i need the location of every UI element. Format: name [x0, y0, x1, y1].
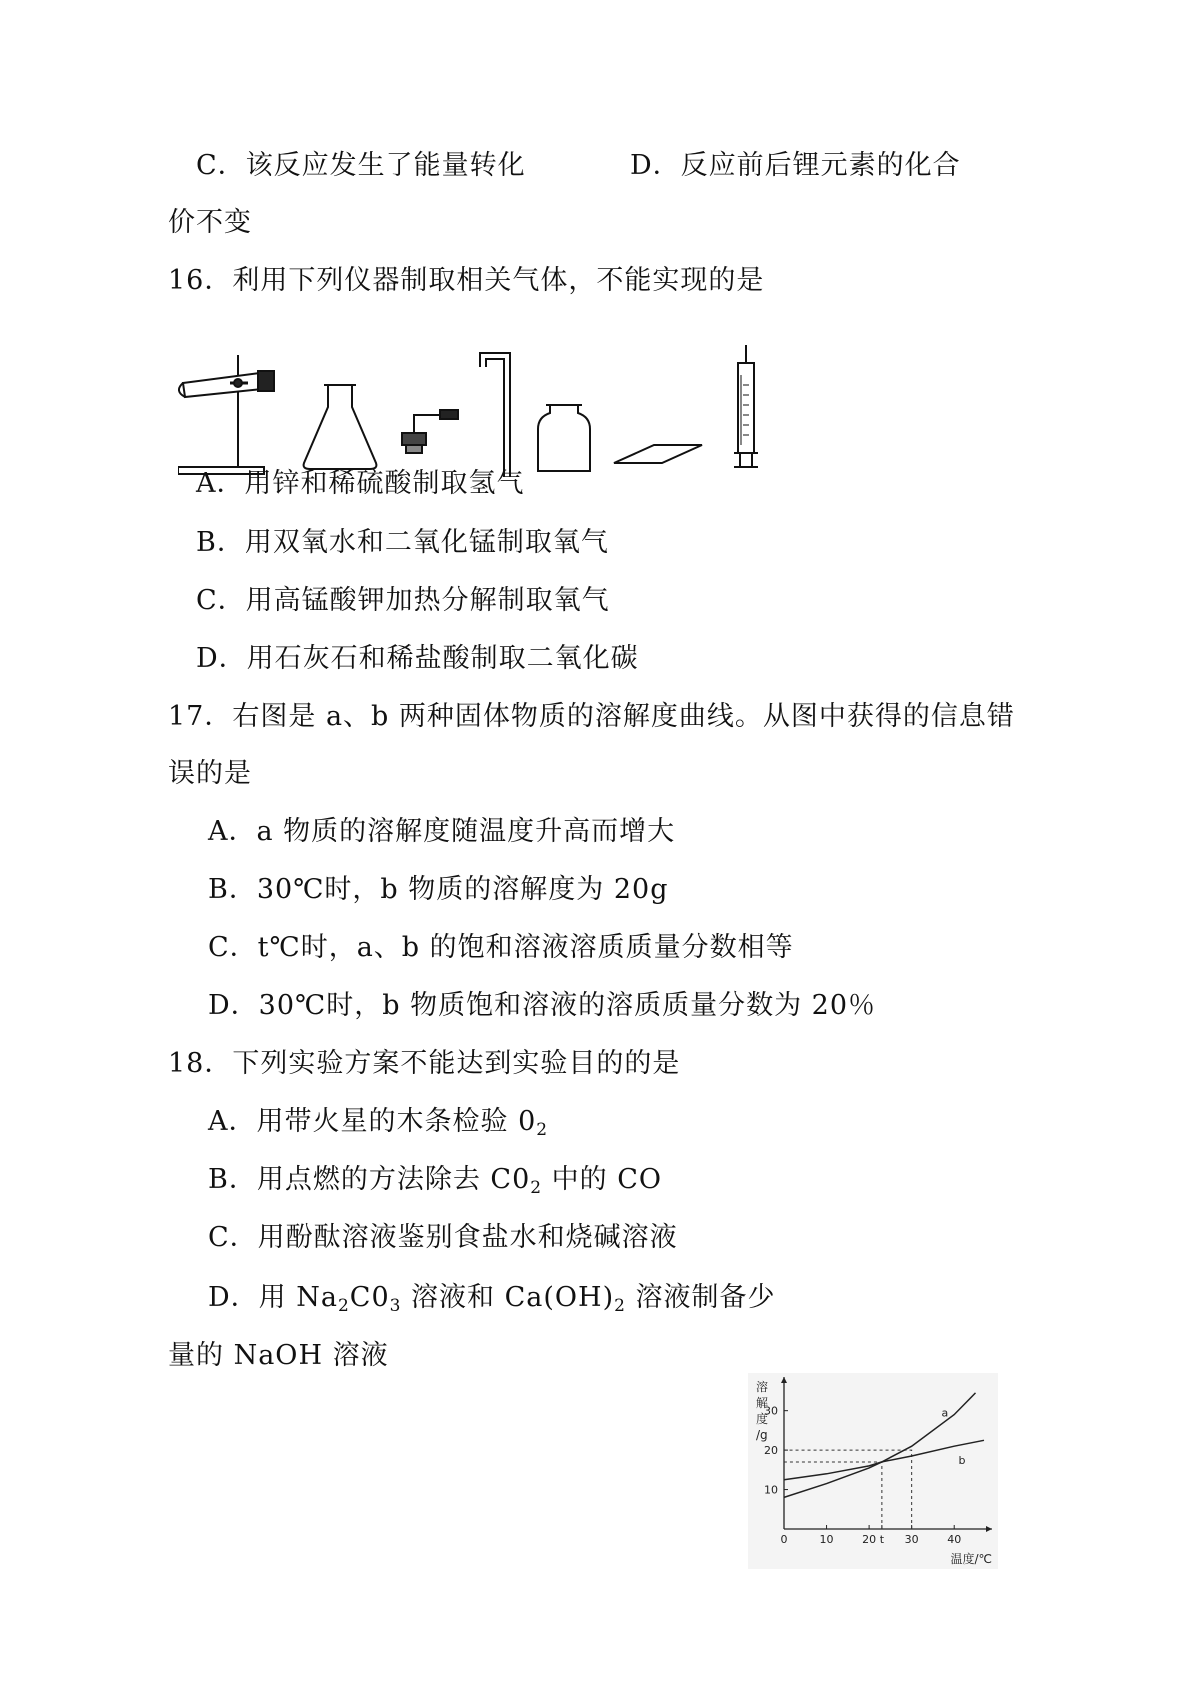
- x-axis-label: 温度/℃: [950, 1552, 992, 1566]
- q18-d-p3: 溶液和 Ca(OH): [401, 1282, 615, 1313]
- q17-option-c: C．t℃时，a、b 的饱和溶液溶质质量分数相等: [208, 932, 794, 963]
- conical-flask-icon: [304, 385, 377, 469]
- y-tick-label: 20: [764, 1444, 778, 1458]
- series-label-a: a: [941, 1406, 949, 1420]
- y-axis-label: 溶: [756, 1380, 769, 1394]
- iron-stand-icon: [178, 355, 274, 474]
- q18-stem: 18．下列实验方案不能达到实验目的的是: [168, 1048, 681, 1079]
- x-tick-label: 30: [904, 1533, 919, 1546]
- q16-option-c: C．用高锰酸钾加热分解制取氧气: [196, 585, 610, 616]
- q18-option-a: [208, 1106, 548, 1138]
- q17-stem-line1: 17．右图是 a、b 两种固体物质的溶解度曲线。从图中获得的信息错: [168, 701, 1015, 732]
- q18-d-p1: D．用 Na: [208, 1282, 338, 1313]
- gas-bottle-icon: [538, 405, 590, 471]
- q18-a-text: A．用带火星的木条检验 0: [208, 1106, 537, 1137]
- y-axis-label: 解: [756, 1396, 769, 1410]
- q16-option-d: D．用石灰石和稀盐酸制取二氧化碳: [196, 643, 639, 674]
- q16-option-a: A．用锌和稀硫酸制取氢气: [196, 468, 525, 499]
- q16-stem: 16．利用下列仪器制取相关气体，不能实现的是: [168, 265, 765, 296]
- q18-d-s3: 2: [614, 1296, 626, 1316]
- syringe-icon: [734, 345, 758, 467]
- q17-option-a: A．a 物质的溶解度随温度升高而增大: [208, 816, 676, 847]
- q18-d-p4: 溶液制备少: [625, 1282, 776, 1313]
- y-tick-label: 10: [764, 1483, 778, 1497]
- q18-b-post: 中的 CO: [542, 1164, 663, 1195]
- q16-option-b: B．用双氧水和二氧化锰制取氧气: [196, 527, 609, 558]
- q18-d-s1: 2: [337, 1296, 350, 1316]
- q17-option-d: D．30℃时，b 物质饱和溶液的溶质质量分数为 20％: [208, 990, 877, 1021]
- q18-option-b: [208, 1164, 662, 1196]
- x-tick-label: 0: [780, 1533, 788, 1546]
- y-axis-label: 度: [756, 1412, 769, 1426]
- q18-b-sub: 2: [530, 1178, 543, 1198]
- q18-option-c: C．用酚酞溶液鉴别食盐水和烧碱溶液: [208, 1222, 678, 1253]
- q18-option-d-cont: 量的 NaOH 溶液: [168, 1340, 389, 1371]
- glass-plate-icon: [614, 445, 702, 463]
- q18-d-s2: 3: [389, 1296, 402, 1316]
- series-label-b: b: [958, 1453, 966, 1467]
- apparatus-figure: [178, 345, 828, 485]
- q17-stem-line2: 误的是: [168, 758, 252, 789]
- q15-option-d-cont: 价不变: [168, 207, 252, 238]
- x-tick-label: t: [879, 1533, 885, 1546]
- q18-option-d: [208, 1282, 776, 1314]
- long-bent-tube-icon: [480, 353, 510, 477]
- q15-option-d: D．反应前后锂元素的化合: [630, 150, 961, 181]
- solubility-chart: [748, 1373, 998, 1569]
- x-tick-label: 20: [862, 1533, 877, 1546]
- y-axis-label: /g: [756, 1428, 768, 1442]
- q15-option-c: C．该反应发生了能量转化: [196, 150, 526, 181]
- stopper-tube-icon: [402, 410, 458, 453]
- x-tick-label: 40: [947, 1533, 962, 1546]
- y-tick-label: 30: [764, 1404, 778, 1418]
- q18-b-pre: B．用点燃的方法除去 C0: [208, 1164, 531, 1195]
- x-tick-label: 10: [819, 1533, 834, 1546]
- q17-option-b: B．30℃时，b 物质的溶解度为 20g: [208, 874, 669, 905]
- q18-d-p2: C0: [349, 1282, 390, 1313]
- q18-a-sub: 2: [536, 1120, 549, 1140]
